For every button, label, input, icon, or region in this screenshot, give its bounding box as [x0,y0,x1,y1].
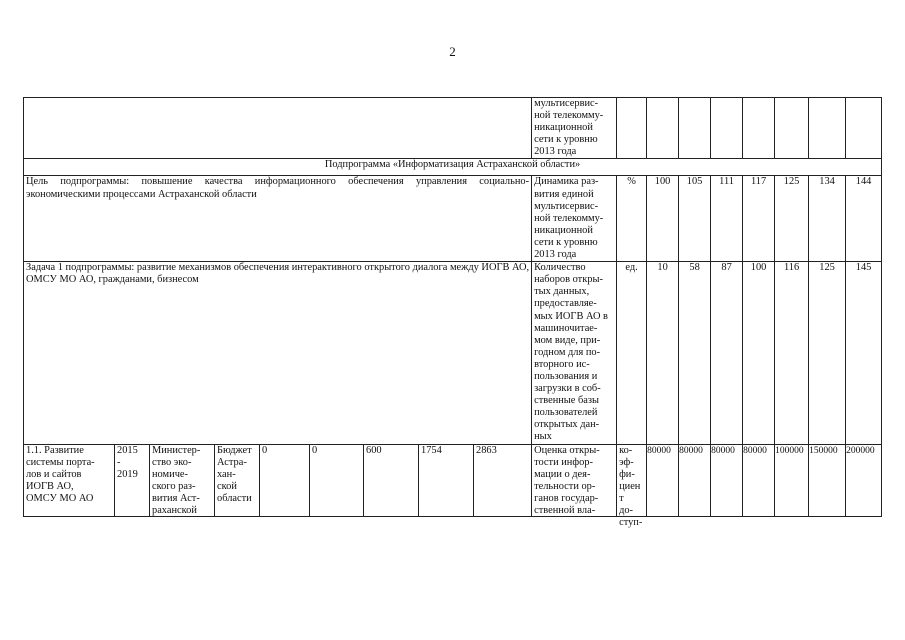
value-cell: 105 [679,176,711,262]
funding-cell: 0 [310,444,364,516]
funding-cell: 2863 [474,444,532,516]
indicator-cell: Динамика раз- вития единой мультисервис- ной телекомму- никационной сети к уровню 2013 года [532,176,617,262]
unit-cell: ед. [617,262,647,444]
funding-cell: 0 [260,444,310,516]
value-cell: 150000 [809,444,846,516]
value-cell: 111 [711,176,743,262]
page-number: 2 [449,44,456,59]
table-row [24,444,882,516]
value-cell: 134 [809,176,846,262]
value-cell: 200000 [846,444,882,516]
indicator-cell: мультисервис- ной телекомму- никационной сети к уровню 2013 года [532,98,617,159]
activity-name-cell: 1.1. Развитие системы порта- лов и сайтов ИОГВ АО, ОМСУ МО АО [24,444,115,516]
table-row [24,98,882,159]
value-cell: 58 [679,262,711,444]
table-row [24,262,882,444]
value-cell: 145 [846,262,882,444]
indicator-cell: Оценка откры- тости инфор- мации о дея- тельности ор- ганов государ- ственной вла- [532,444,617,516]
period-cell: 2015 - 2019 [115,444,150,516]
value-cell: 125 [775,176,809,262]
value-cell: 10 [647,262,679,444]
value-cell: 87 [711,262,743,444]
value-cell: 100 [743,262,775,444]
indicator-cell: Количество наборов откры- тых данных, предоставляе- мых ИОГВ АО в машиночитае- мом виде, при- годном для по- вторного ис- пользования и загрузки в соб- ственные базы пользователей открытых дан- ных [532,262,617,444]
unit-cell: % [617,176,647,262]
table-row [24,159,882,176]
funding-cell: 1754 [419,444,474,516]
funding-source-cell: Бюджет Астра- хан- ской области [215,444,260,516]
goal-text: Цель подпрограммы: повышение качества информационного обеспечения управления социально-экономическими процессами Астраханской области [24,176,532,262]
value-cell: 100000 [775,444,809,516]
value-cell: 80000 [711,444,743,516]
value-cell: 116 [775,262,809,444]
value-cell [711,98,743,159]
unit-cell: ко- эф- фи- циент до- ступ- [617,444,647,516]
unit-cell [617,98,647,159]
value-cell: 125 [809,262,846,444]
value-cell [743,98,775,159]
empty-cell [24,98,532,159]
task-text: Задача 1 подпрограммы: развитие механизмов обеспечения интерактивного открытого диалога между ИОГВ АО, ОМСУ МО АО, гражданами, бизнесом [24,262,532,444]
program-table [23,97,882,529]
value-cell [809,98,846,159]
value-cell [679,98,711,159]
value-cell: 117 [743,176,775,262]
value-cell: 80000 [679,444,711,516]
executor-cell: Министер- ство эко- номиче- ского раз- вития Аст- раханской [150,444,215,516]
value-cell: 80000 [743,444,775,516]
value-cell [775,98,809,159]
value-cell [647,98,679,159]
subprogram-title: Подпрограмма «Информатизация Астраханской области» [24,159,882,176]
value-cell: 100 [647,176,679,262]
table-row [24,176,882,262]
value-cell: 80000 [647,444,679,516]
funding-cell: 600 [364,444,419,516]
value-cell [846,98,882,159]
value-cell: 144 [846,176,882,262]
